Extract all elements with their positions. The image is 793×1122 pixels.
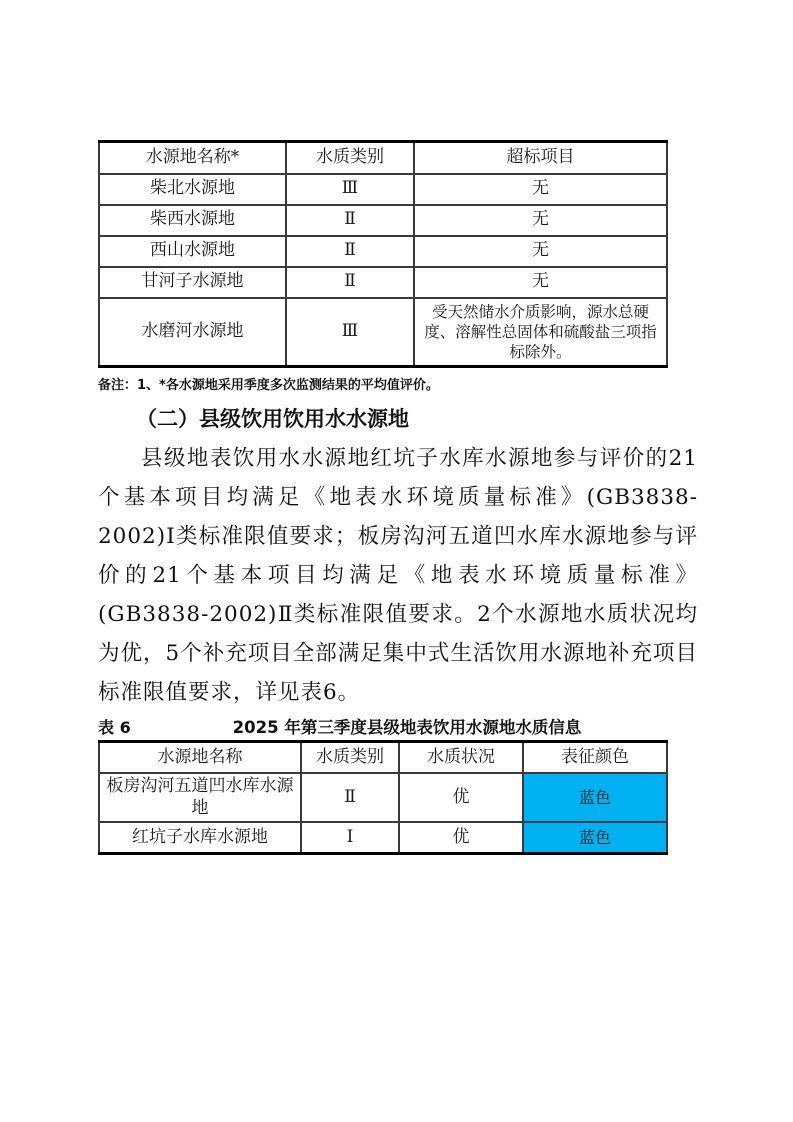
cell-water-status: 优 — [399, 822, 523, 854]
cell-water-class: Ⅲ — [286, 298, 414, 367]
table-row — [99, 174, 667, 205]
cell-color-badge: 蓝色 — [523, 773, 667, 822]
cell-source-name: 西山水源地 — [99, 236, 286, 267]
cell-source-name: 柴西水源地 — [99, 205, 286, 236]
table6-label: 表 6 — [98, 717, 131, 737]
table6-title: 2025 年第三季度县级地表饮用水源地水质信息 — [232, 717, 582, 737]
table-row — [99, 267, 667, 298]
cell-source-name: 甘河子水源地 — [99, 267, 286, 298]
county-water-source-table — [98, 740, 668, 856]
column-header-color: 表征颜色 — [523, 741, 667, 773]
table-row — [99, 205, 667, 236]
table-row — [99, 298, 667, 367]
column-header-source-name: 水源地名称* — [99, 142, 286, 174]
table-header-row — [99, 142, 667, 174]
cell-source-name: 柴北水源地 — [99, 174, 286, 205]
cell-water-class: Ⅲ — [286, 174, 414, 205]
cell-exceed-items: 无 — [414, 174, 667, 205]
cell-source-name: 板房沟河五道凹水库水源地 — [99, 773, 301, 822]
column-header-water-class: 水质类别 — [301, 741, 399, 773]
cell-water-class: Ⅱ — [301, 773, 399, 822]
cell-water-class: Ⅱ — [286, 205, 414, 236]
column-header-source-name: 水源地名称 — [99, 741, 301, 773]
cell-water-class: Ⅱ — [286, 236, 414, 267]
column-header-water-status: 水质状况 — [399, 741, 523, 773]
cell-water-class: Ⅱ — [286, 267, 414, 298]
column-header-exceed-items: 超标项目 — [414, 142, 667, 174]
cell-exceed-items: 受天然储水介质影响，源水总硬度、溶解性总固体和硫酸盐三项指标除外。 — [414, 298, 667, 367]
page-content — [98, 140, 698, 855]
cell-exceed-items: 无 — [414, 205, 667, 236]
column-header-water-class: 水质类别 — [286, 142, 414, 174]
cell-water-class: Ⅰ — [301, 822, 399, 854]
section-heading: （二）县级饮用饮用水水源地 — [136, 405, 409, 431]
table-header-row — [99, 741, 667, 773]
table-row — [99, 236, 667, 267]
table-row — [99, 773, 667, 822]
cell-source-name: 红坑子水库水源地 — [99, 822, 301, 854]
cell-water-status: 优 — [399, 773, 523, 822]
municipal-water-source-table — [98, 140, 668, 368]
body-paragraph: 县级地表饮用水水源地红坑子水库水源地参与评价的21个基本项目均满足《地表水环境质量标准》(GB3838-2002)Ⅰ类标准限值要求；板房沟河五道凹水库水源地参与评价的21个基本项目均满足《地表水环境质量标准》(GB3838-2002)Ⅱ类标准限值要求。2个水源地水质状况均为优，5个补充项目全部满足集中式生活饮用水源地补充项目标准限值要求，详见表6。 — [98, 445, 698, 705]
cell-color-badge: 蓝色 — [523, 822, 667, 854]
table6-caption — [98, 714, 666, 738]
table-footnote: 备注：1、*各水源地采用季度多次监测结果的平均值评价。 — [98, 377, 439, 393]
cell-source-name: 水磨河水源地 — [99, 298, 286, 367]
cell-exceed-items: 无 — [414, 236, 667, 267]
cell-exceed-items: 无 — [414, 267, 667, 298]
table-row — [99, 822, 667, 854]
